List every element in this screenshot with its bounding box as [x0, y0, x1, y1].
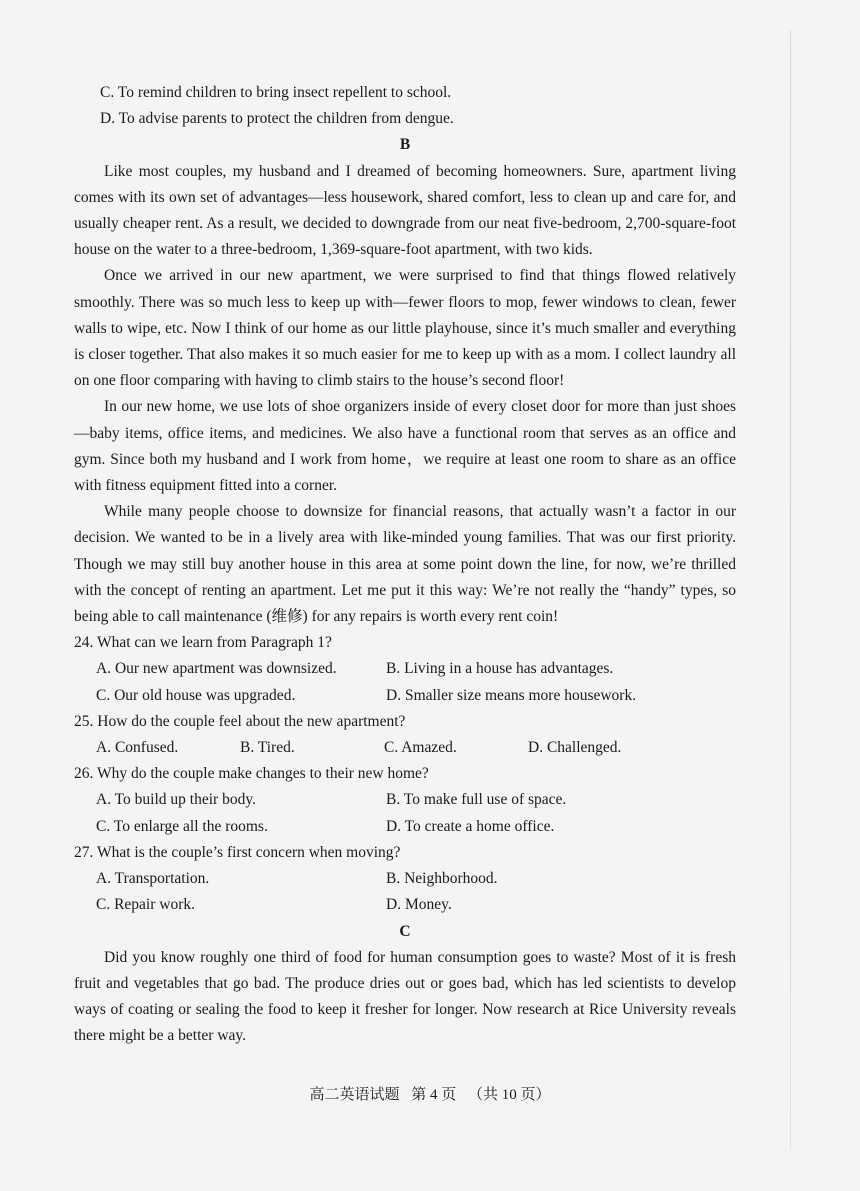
question-25-option-c: C. Amazed. — [384, 739, 457, 757]
question-25-stem: 25. How do the couple feel about the new apartment? — [74, 712, 406, 730]
question-24-option-d: D. Smaller size means more housework. — [386, 686, 637, 704]
section-c-heading: C — [399, 922, 411, 940]
section-b-paragraph-3: In our new home, we use lots of shoe organizers inside of every closet door for more than just shoes—baby items, office items, and medicines. We also have a functional room that serves as an office and gym. Since both my husband and I work from home，we require at least one room to share as an office with fitness equipment fitted into a corner. — [74, 398, 736, 495]
question-26-options-row-2 — [74, 814, 736, 840]
footer-total-pages: （共 10 页） — [468, 1087, 551, 1103]
question-26-options-row-1 — [74, 787, 736, 813]
question-27-options-row-2 — [74, 892, 736, 918]
question-25-option-b: B. Tired. — [240, 739, 295, 757]
question-25-option-d: D. Challenged. — [528, 739, 622, 757]
question-26-stem: 26. Why do the couple make changes to their new home? — [74, 765, 429, 783]
question-27-option-c: C. Repair work. — [96, 896, 196, 914]
footer-page-number: 第 4 页 — [411, 1087, 457, 1103]
question-27-options-row-1 — [74, 866, 736, 892]
question-27-option-a: A. Transportation. — [96, 870, 210, 888]
section-b-paragraph-2: Once we arrived in our new apartment, we were surprised to find that things flowed relatively smoothly. There was so much less to keep up with—fewer floors to mop, fewer windows to clean, fewer walls to wipe, etc. Now I think of our home as our little playhouse, since it’s much smaller and everything is closer together. That also makes it so much easier for me to keep up with as a mom. I collect laundry all on one floor comparing with having to climb stairs to the house’s second floor! — [74, 267, 736, 390]
question-27-option-b: B. Neighborhood. — [386, 870, 498, 888]
section-b-heading: B — [399, 136, 411, 154]
question-26-option-a: A. To build up their body. — [96, 791, 256, 809]
section-b-paragraph-4: While many people choose to downsize for financial reasons, that actually wasn’t a factor in our decision. We wanted to be in a lively area with like-minded young families. That was our first priority. Though we may still buy another house in this area at some point down the line, for now, we’re thrilled with the concept of renting an apartment. Let me put it this way: We’re not really the “handy” types, so being able to call maintenance (维修) for any repairs is worth every rent coin! — [74, 503, 736, 626]
question-26-option-b: B. To make full use of space. — [386, 791, 567, 809]
question-24-options-row-2 — [74, 683, 736, 709]
question-25-option-a: A. Confused. — [96, 739, 179, 757]
section-b-paragraph-1: Like most couples, my husband and I dreamed of becoming homeowners. Sure, apartment living comes with its own set of advantages—less housework, shared comfort, less to clean up and care for, and usually cheaper rent. As a result, we decided to downgrade from our neat five-bedroom, 2,700-square-foot house on the water to a three-bedroom, 1,369-square-foot apartment, with two kids. — [74, 162, 736, 259]
option-c-previous: C. To remind children to bring insect repellent to school. — [100, 84, 452, 101]
question-24-options-row-1 — [74, 656, 736, 682]
footer-subject: 高二英语试题 — [309, 1087, 400, 1103]
page-content — [74, 80, 736, 1050]
question-26-option-c: C. To enlarge all the rooms. — [96, 817, 268, 835]
question-24-option-a: A. Our new apartment was downsized. — [96, 660, 337, 678]
question-24-option-c: C. Our old house was upgraded. — [96, 686, 296, 704]
question-27-option-d: D. Money. — [386, 896, 452, 914]
question-24-stem: 24. What can we learn from Paragraph 1? — [74, 634, 332, 652]
question-27-stem: 27. What is the couple’s first concern when moving? — [74, 843, 401, 861]
question-25-options-row — [74, 735, 736, 761]
scan-edge-line — [790, 30, 791, 1150]
section-c-paragraph-1: Did you know roughly one third of food for human consumption goes to waste? Most of it is fresh fruit and vegetables that go bad. The produce dries out or goes bad, which has led scientists to develop ways of coating or sealing the food to keep it fresher for longer. Now research at Rice University reveals there might be a better way. — [74, 948, 736, 1045]
page-footer — [0, 1083, 860, 1104]
question-26-option-d: D. To create a home office. — [386, 817, 555, 835]
question-24-option-b: B. Living in a house has advantages. — [386, 660, 614, 678]
option-d-previous: D. To advise parents to protect the children from dengue. — [100, 110, 454, 128]
